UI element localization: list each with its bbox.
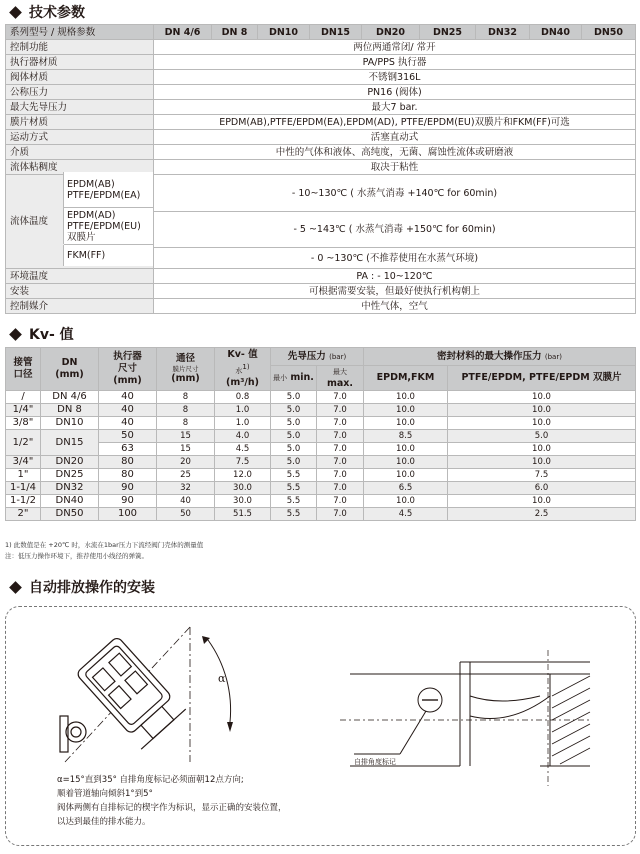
caption-line: 以达到最佳的排水能力。 (57, 817, 151, 827)
kv-cell-dn: DN40 (41, 495, 99, 508)
spec-size: DN 8 (212, 25, 258, 40)
kv-note: 1) 此数值是在 +20℃ 时，水流在1bar压力下流经阀门壳体的测量值 (5, 541, 204, 549)
spec-size: DN 4/6 (154, 25, 212, 40)
spec-size: DN40 (530, 25, 582, 40)
fluid-temp-sublabels (63, 172, 153, 244)
kv-cell-epdm: 10.0 (364, 443, 448, 456)
kv-cell-ptfe: 2.5 (448, 508, 636, 521)
kv-cell-min: 5.0 (271, 430, 317, 443)
kv-cell-ptfe: 10.0 (448, 456, 636, 469)
kv-cell-ptfe: 10.0 (448, 495, 636, 508)
kv-cell-port: 2" (6, 508, 41, 521)
kv-row (6, 482, 636, 495)
kv-cell-epdm: 10.0 (364, 391, 448, 404)
alpha-label: α (218, 672, 226, 685)
spec-label: 阀体材质 (6, 70, 154, 85)
kv-row (6, 443, 636, 456)
spec-label: 环境温度 (6, 269, 154, 284)
diamond-bullet-icon (9, 6, 22, 19)
kv-row (6, 430, 636, 443)
spec-value: - 0 ~130℃ (不推荐使用在水蒸气环境) (154, 248, 636, 269)
kv-cell-max: 7.0 (317, 391, 364, 404)
kv-cell-ptfe: 7.5 (448, 469, 636, 482)
spec-row (6, 40, 636, 55)
spec-size: DN25 (420, 25, 476, 40)
kv-header-ptfe: PTFE/EPDM, PTFE/EPDM 双膜片 (448, 366, 636, 391)
kv-cell-act: 40 (99, 391, 157, 404)
kv-cell-epdm: 10.0 (364, 495, 448, 508)
kv-cell-act: 40 (99, 417, 157, 430)
kv-row (6, 417, 636, 430)
kv-cell-epdm: 10.0 (364, 404, 448, 417)
kv-cell-epdm: 10.0 (364, 456, 448, 469)
spec-value: 取决于粘性 (154, 160, 636, 175)
caption-line: 阀体两侧有自排标记的楔字作为标识，显示正确的安装位置， (57, 803, 287, 813)
kv-cell-max: 7.0 (317, 404, 364, 417)
spec-row (6, 70, 636, 85)
kv-cell-min: 5.5 (271, 482, 317, 495)
spec-row (6, 115, 636, 130)
mark-label: 自排角度标记 (354, 758, 396, 766)
kv-cell-orif: 15 (157, 430, 215, 443)
kv-cell-ptfe: 6.0 (448, 482, 636, 495)
kv-cell-kv: 4.0 (215, 430, 271, 443)
kv-header-pilot: 先导压力 (bar) (271, 348, 364, 366)
kv-cell-port: / (6, 391, 41, 404)
kv-row (6, 391, 636, 404)
spec-row (6, 130, 636, 145)
spec-value: 最大7 bar. (154, 100, 636, 115)
kv-row (6, 508, 636, 521)
kv-cell-orif: 8 (157, 404, 215, 417)
spec-value: 中性的气体和液体、高纯度，无菌、腐蚀性流体或研磨液 (154, 145, 636, 160)
spec-value: PA/PPS 执行器 (154, 55, 636, 70)
kv-note: 注：低压力操作环境下，推荐使用小线径的弹簧。 (5, 552, 148, 560)
kv-cell-min: 5.0 (271, 456, 317, 469)
kv-cell-dn: DN32 (41, 482, 99, 495)
caption-line: α=15°直到35° 自排角度标记必须面朝12点方向; (57, 775, 244, 785)
kv-cell-epdm: 6.5 (364, 482, 448, 495)
sub-label: EPDM(AD) (67, 209, 116, 221)
kv-cell-kv: 30.0 (215, 495, 271, 508)
kv-cell-act: 80 (99, 456, 157, 469)
kv-cell-port: 1/2" (6, 430, 41, 456)
kv-cell-dn: DN 8 (41, 404, 99, 417)
kv-row (6, 469, 636, 482)
spec-size: DN50 (582, 25, 636, 40)
sub-label: FKM(FF) (63, 245, 153, 266)
kv-header-min: 最小 min. (271, 366, 317, 391)
kv-cell-max: 7.0 (317, 417, 364, 430)
kv-cell-ptfe: 10.0 (448, 443, 636, 456)
spec-size: DN32 (476, 25, 530, 40)
diamond-bullet-icon (9, 328, 22, 341)
sub-label: PTFE/EPDM(EA) (67, 189, 141, 201)
spec-row (6, 85, 636, 100)
spec-value: 两位两通常闭/ 常开 (154, 40, 636, 55)
kv-cell-kv: 12.0 (215, 469, 271, 482)
kv-header-row (6, 348, 636, 366)
spec-label: 控制媒介 (6, 299, 154, 314)
install-captions (57, 773, 287, 829)
kv-cell-epdm: 8.5 (364, 430, 448, 443)
spec-size: DN20 (362, 25, 420, 40)
spec-label: 介质 (6, 145, 154, 160)
kv-cell-port: 1" (6, 469, 41, 482)
kv-cell-epdm: 10.0 (364, 469, 448, 482)
sub-label: EPDM(AB) (67, 178, 115, 190)
section-title-kv: Kv- 值 (8, 324, 74, 344)
spec-label: 最大先导压力 (6, 100, 154, 115)
spec-value: - 10~130℃ ( 水蒸气消毒 +140℃ for 60min) (291, 187, 498, 199)
kv-cell-act: 80 (99, 469, 157, 482)
spec-row (6, 284, 636, 299)
spec-label: 公称压力 (6, 85, 154, 100)
spec-row (6, 100, 636, 115)
kv-cell-kv: 7.5 (215, 456, 271, 469)
caption-line: 顺着管道轴向倾斜1°到5° (57, 789, 153, 799)
spec-label: 流体温度 (6, 175, 64, 268)
kv-cell-act: 50 (99, 430, 157, 443)
kv-row (6, 404, 636, 417)
spec-row (6, 145, 636, 160)
kv-cell-epdm: 4.5 (364, 508, 448, 521)
kv-cell-port: 1/4" (6, 404, 41, 417)
kv-cell-min: 5.5 (271, 508, 317, 521)
kv-cell-act: 100 (99, 508, 157, 521)
spec-value: EPDM(AB),PTFE/EPDM(EA),EPDM(AD), PTFE/EPDM(EU)双膜片和FKM(FF)可选 (154, 115, 636, 130)
kv-cell-orif: 50 (157, 508, 215, 521)
kv-cell-dn: DN10 (41, 417, 99, 430)
kv-notes (5, 540, 203, 562)
kv-cell-max: 7.0 (317, 443, 364, 456)
spec-header-label: 系列型号 / 规格参数 (6, 25, 154, 40)
kv-cell-min: 5.0 (271, 404, 317, 417)
kv-cell-port: 3/8" (6, 417, 41, 430)
kv-table (5, 347, 636, 521)
kv-cell-min: 5.0 (271, 417, 317, 430)
kv-cell-port: 1-1/2 (6, 495, 41, 508)
kv-row (6, 456, 636, 469)
pipe-section-diagram (340, 636, 600, 796)
valve-tilt-diagram (40, 612, 260, 772)
spec-value: PA : - 10~120℃ (154, 269, 636, 284)
kv-cell-min: 5.0 (271, 443, 317, 456)
kv-header-port: 接管 口径 (6, 348, 41, 391)
spec-size: DN10 (258, 25, 310, 40)
spec-row (6, 299, 636, 314)
kv-cell-max: 7.0 (317, 482, 364, 495)
kv-cell-orif: 15 (157, 443, 215, 456)
spec-value: PN16 (阀体) (154, 85, 636, 100)
spec-label: 运动方式 (6, 130, 154, 145)
kv-cell-min: 5.0 (271, 391, 317, 404)
kv-cell-act: 90 (99, 495, 157, 508)
spec-label: 执行器材质 (6, 55, 154, 70)
kv-cell-act: 90 (99, 482, 157, 495)
kv-header-max: 最大 max. (317, 366, 364, 391)
kv-cell-dn: DN15 (41, 430, 99, 456)
spec-label: 膜片材质 (6, 115, 154, 130)
kv-cell-max: 7.0 (317, 469, 364, 482)
kv-cell-min: 5.5 (271, 495, 317, 508)
kv-header-orifice: 通径 膜片尺寸 (mm) (157, 348, 215, 391)
kv-cell-ptfe: 10.0 (448, 404, 636, 417)
spec-table (5, 24, 636, 314)
kv-cell-act: 40 (99, 404, 157, 417)
kv-cell-orif: 8 (157, 417, 215, 430)
section-title-install: 自动排放操作的安装 (8, 577, 155, 597)
kv-header-dn: DN (mm) (41, 348, 99, 391)
kv-cell-kv: 30.0 (215, 482, 271, 495)
spec-size: DN15 (310, 25, 362, 40)
kv-cell-kv: 4.5 (215, 443, 271, 456)
spec-value: 中性气体，空气 (154, 299, 636, 314)
kv-header-kv: Kv- 值 水$^{1)}$ (m³/h) (215, 348, 271, 391)
kv-cell-kv: 0.8 (215, 391, 271, 404)
kv-cell-orif: 32 (157, 482, 215, 495)
kv-cell-ptfe: 10.0 (448, 391, 636, 404)
kv-cell-dn: DN25 (41, 469, 99, 482)
kv-cell-min: 5.5 (271, 469, 317, 482)
diamond-bullet-icon (9, 581, 22, 594)
kv-cell-max: 7.0 (317, 430, 364, 443)
section-title-tech: 技术参数 (8, 2, 85, 22)
kv-cell-ptfe: 5.0 (448, 430, 636, 443)
kv-row (6, 495, 636, 508)
kv-cell-kv: 51.5 (215, 508, 271, 521)
kv-cell-act: 63 (99, 443, 157, 456)
kv-header-seal: 密封材料的最大操作压力 (bar) (364, 348, 636, 366)
kv-cell-orif: 20 (157, 456, 215, 469)
kv-cell-orif: 40 (157, 495, 215, 508)
kv-header-actuator: 执行器 尺寸 (mm) (99, 348, 157, 391)
spec-row (6, 55, 636, 70)
spec-value: 可根据需要安装，但最好使执行机构朝上 (154, 284, 636, 299)
spec-label: 控制功能 (6, 40, 154, 55)
sub-label: PTFE/EPDM(EU) (67, 220, 141, 232)
spec-value: - 5 ~143℃ ( 水蒸气消毒 +150℃ for 60min) (154, 212, 636, 248)
kv-cell-max: 7.0 (317, 508, 364, 521)
spec-value: 不锈钢316L (154, 70, 636, 85)
kv-cell-max: 7.0 (317, 495, 364, 508)
kv-header-epdm: EPDM,FKM (364, 366, 448, 391)
kv-cell-port: 3/4" (6, 456, 41, 469)
spec-row (6, 269, 636, 284)
spec-header-row (6, 25, 636, 40)
kv-cell-max: 7.0 (317, 456, 364, 469)
kv-cell-kv: 1.0 (215, 417, 271, 430)
spec-value: 活塞直动式 (154, 130, 636, 145)
kv-cell-dn: DN20 (41, 456, 99, 469)
kv-cell-orif: 8 (157, 391, 215, 404)
kv-cell-port: 1-1/4 (6, 482, 41, 495)
sub-label: 双膜片 (67, 231, 96, 243)
spec-label: 安装 (6, 284, 154, 299)
spec-label: 流体粘稠度 (6, 160, 154, 175)
kv-cell-kv: 1.0 (215, 404, 271, 417)
kv-cell-dn: DN50 (41, 508, 99, 521)
kv-cell-dn: DN 4/6 (41, 391, 99, 404)
kv-cell-ptfe: 10.0 (448, 417, 636, 430)
kv-cell-epdm: 10.0 (364, 417, 448, 430)
kv-cell-orif: 25 (157, 469, 215, 482)
